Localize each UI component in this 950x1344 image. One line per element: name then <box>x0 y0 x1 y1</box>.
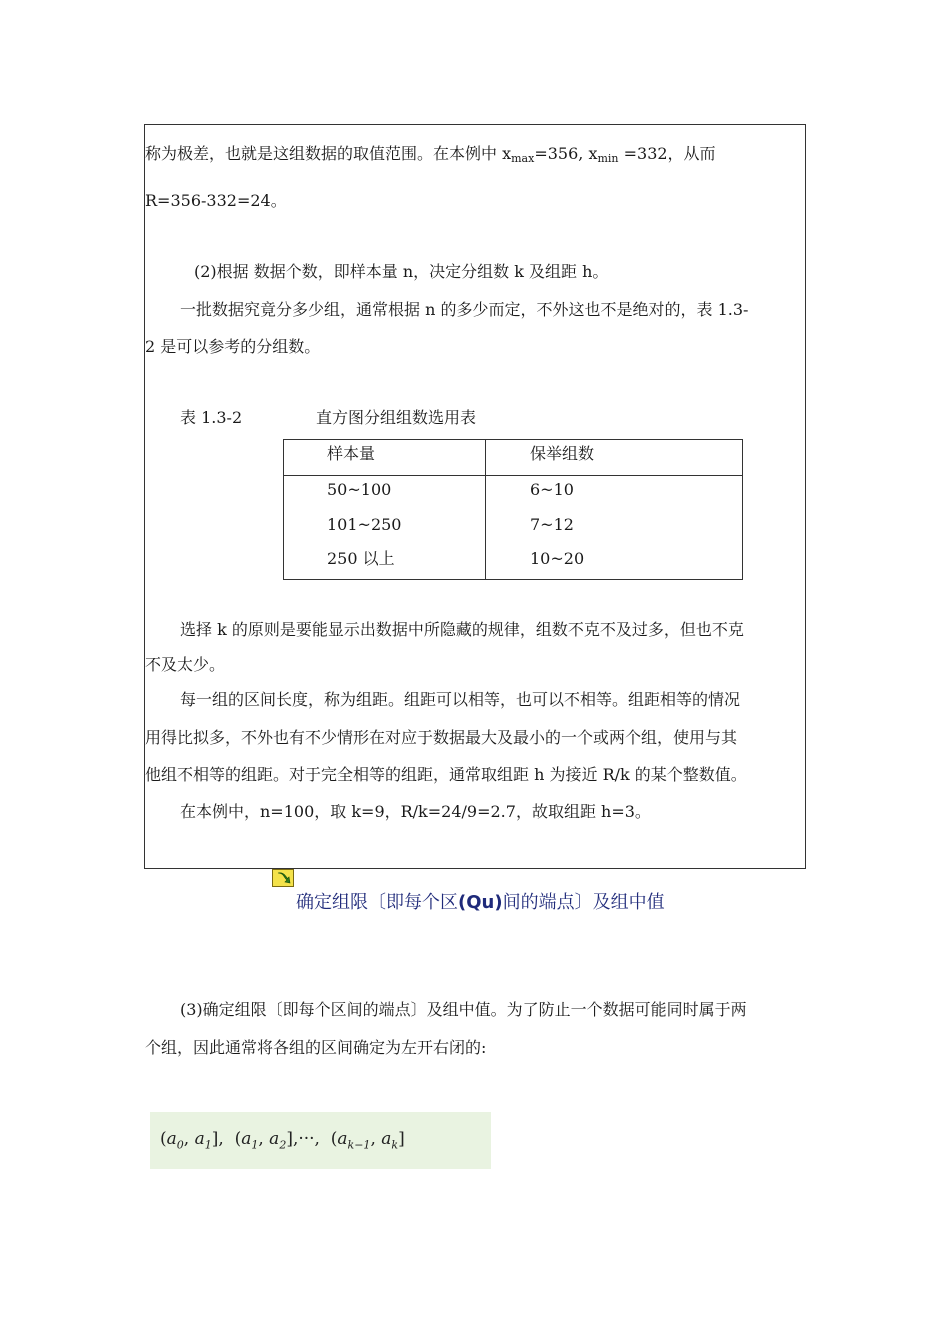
paragraph-groups-line1: 一批数据究竟分多少组，通常根据 n 的多少而定，不外这也不是绝对的，表 1.3- <box>180 300 749 319</box>
step-3-line2: 个组，因此通常将各组的区间确定为左开右闭的: <box>145 1038 487 1057</box>
table-cell: 7~12 <box>530 515 574 534</box>
table-caption-number: 表 1.3-2 <box>180 408 243 427</box>
paragraph-interval-line3: 他组不相等的组距。对于完全相等的组距，通常取组距 h 为接近 R/k 的某个整数值。 <box>145 765 747 784</box>
table-cell: 6~10 <box>530 480 574 499</box>
paragraph-k-principle-line1: 选择 k 的原则是要能显示出数据中所隐藏的规律，组数不克不及过多，但也不克 <box>180 620 744 639</box>
interval-formula: ($a_0$, $a_1$], ($a_1$, $a_2],\cdot\cdot\cdot$, ($a_{k-1}$, $a_k$] <box>160 1129 405 1152</box>
interval-formula-image <box>150 1112 491 1169</box>
table-cell: 10~20 <box>530 549 585 568</box>
paragraph-interval-line1: 每一组的区间长度，称为组距。组距可以相等，也可以不相等。组距相等的情况 <box>180 690 741 709</box>
step-3-line1: (3)确定组限〔即每个区间的端点〕及组中值。为了防止一个数据可能同时属于两 <box>180 1000 747 1019</box>
table-header-sample-size: 样本量 <box>327 444 376 463</box>
table-header-group-count: 保举组数 <box>530 444 595 463</box>
step-2-heading: (2)根据 数据个数，即样本量 n，决定分组数 k 及组距 h。 <box>194 262 609 281</box>
paragraph-example: 在本例中，n=100，取 k=9，R/k=24/9=2.7，故取组距 h=3。 <box>180 802 651 821</box>
table-cell: 250 以上 <box>327 549 395 568</box>
section-link-determine-limits[interactable]: 确定组限〔即每个区(Qu)间的端点〕及组中值 <box>296 892 665 913</box>
range-result: R=356-332=24。 <box>145 191 287 210</box>
link-arrow-icon[interactable] <box>272 869 294 887</box>
table-caption-title: 直方图分组组数选用表 <box>316 408 477 427</box>
table-cell: 50~100 <box>327 480 392 499</box>
table-cell: 101~250 <box>327 515 402 534</box>
range-sentence: 称为极差，也就是这组数据的取值范围。在本例中 xmax=356, xmin =332，从而 <box>145 144 716 165</box>
paragraph-interval-line2: 用得比拟多，不外也有不少情形在对应于数据最大及最小的一个或两个组，使用与其 <box>145 728 738 747</box>
paragraph-groups-line2: 2 是可以参考的分组数。 <box>145 337 321 356</box>
paragraph-k-principle-line2: 不及太少。 <box>145 655 226 674</box>
